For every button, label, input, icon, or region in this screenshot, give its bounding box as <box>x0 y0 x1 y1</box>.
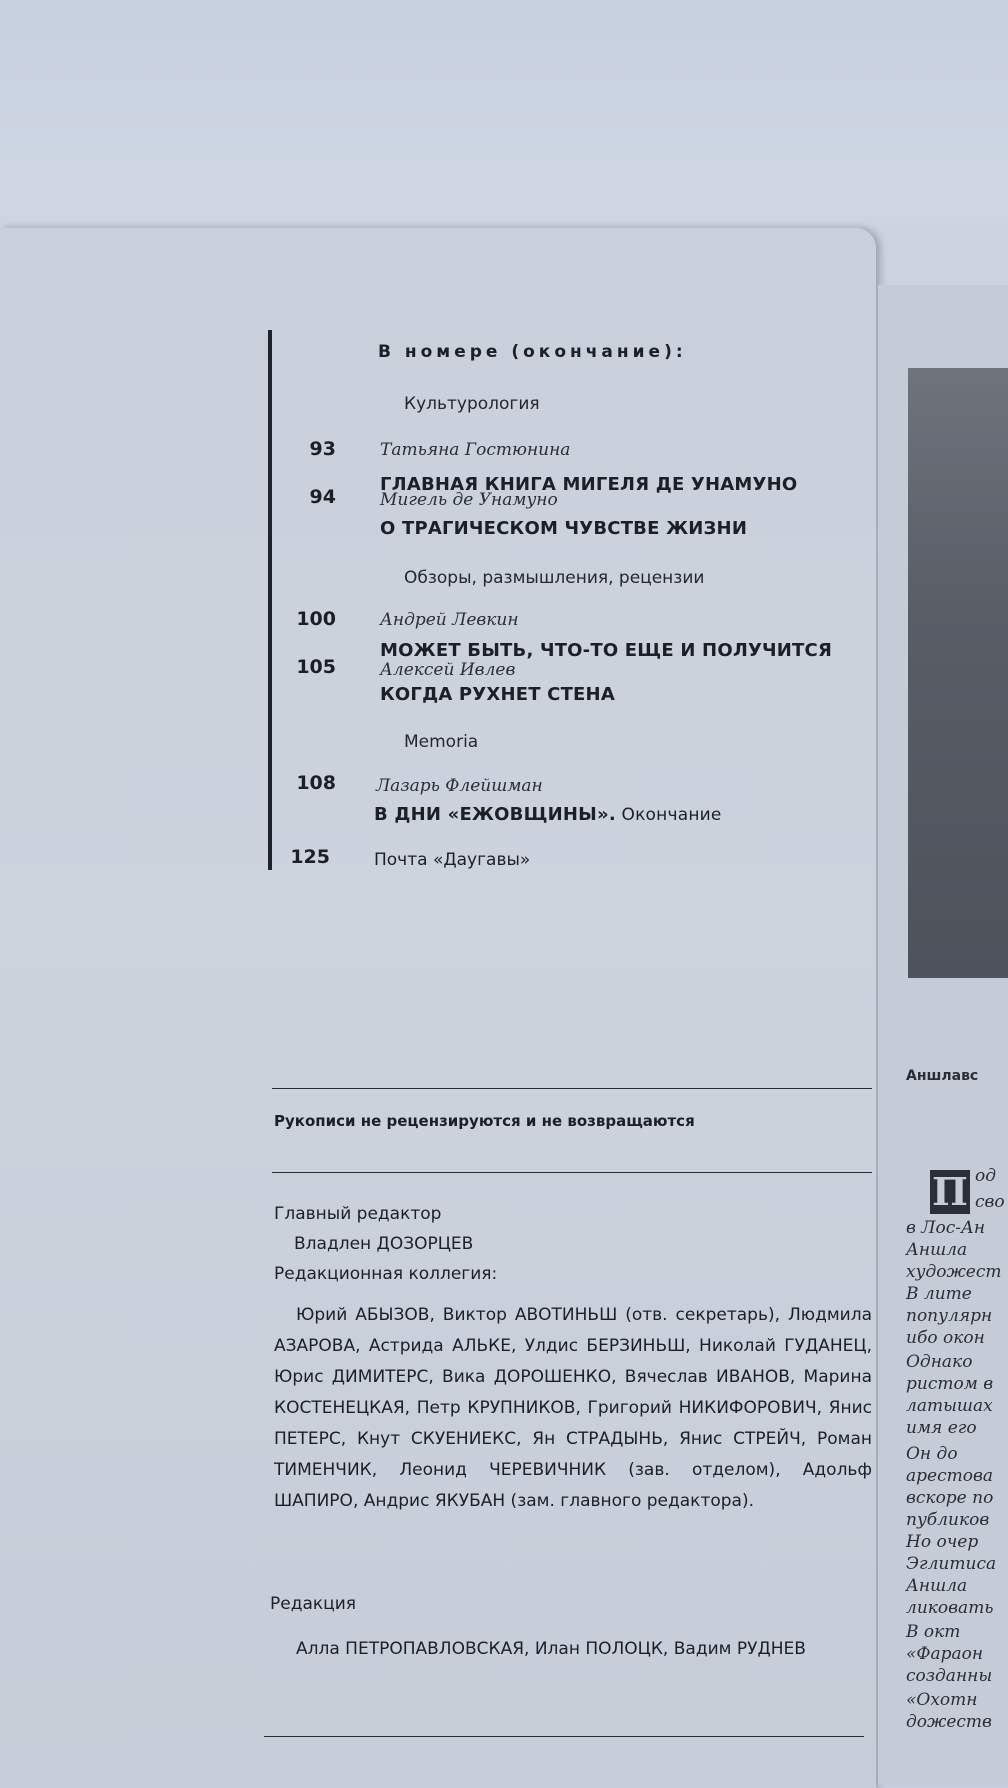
next-page-fragment: имя его <box>906 1418 977 1438</box>
next-page-fragment: В окт <box>906 1622 961 1642</box>
toc-author: Лазарь Флейшман <box>376 776 543 796</box>
toc-page-number: 108 <box>296 772 336 794</box>
toc-article-title: ГЛАВНАЯ КНИГА МИГЕЛЯ ДЕ УНАМУНО <box>380 474 798 495</box>
next-page-fragment: арестова <box>906 1466 993 1486</box>
next-page-fragment: ристом в <box>906 1374 994 1394</box>
manuscripts-notice: Рукописи не рецензируются и не возвращаются <box>274 1112 695 1130</box>
toc-page-number: 100 <box>296 608 336 630</box>
next-page-fragment: в Лос-Ан <box>906 1218 986 1238</box>
divider <box>272 1172 872 1173</box>
editorial-board-list: Юрий АБЫЗОВ, Виктор АВОТИНЬШ (отв. секретарь), Людмила АЗАРОВА, Астрида АЛЬКЕ, Улдис БЕРЗИНЬШ, Николай ГУДАНЕЦ, Юрис ДИМИТЕРС, Вика ДОРОШЕНКО, Вячеслав ИВАНОВ, Марина КОСТЕНЕЦКАЯ, Петр КРУПНИКОВ, Григорий НИКИФОРОВИЧ, Янис ПЕТЕРС, Кнут СКУЕНИЕКС, Ян СТРАДЫНЬ, Янис СТРЕЙЧ, Роман ТИМЕНЧИК, Леонид ЧЕРЕВИЧНИК (зав. отделом), Адольф ШАПИРО, Андрис ЯКУБАН (зам. главного редактора). <box>274 1305 872 1511</box>
chief-editor-label: Главный редактор <box>274 1204 442 1224</box>
toc-author: Андрей Левкин <box>380 610 519 630</box>
toc-section-title: Культурология <box>404 394 540 414</box>
toc-article-title: О ТРАГИЧЕСКОМ ЧУВСТВЕ ЖИЗНИ <box>380 518 748 539</box>
toc-author: Алексей Ивлев <box>380 660 516 680</box>
next-page-photo <box>908 368 1008 978</box>
next-page-fragment: популярн <box>906 1306 993 1326</box>
magazine-page <box>0 228 876 1788</box>
next-page-fragment: Эглитиса <box>906 1554 997 1574</box>
next-page-fragment: ликовать <box>906 1598 994 1618</box>
next-page-fragment: художест <box>906 1262 1002 1282</box>
toc-article-title: МОЖЕТ БЫТЬ, ЧТО-ТО ЕЩЕ И ПОЛУЧИТСЯ <box>380 640 833 661</box>
next-page-fragment: латышах <box>906 1396 993 1416</box>
toc-page-number: 93 <box>309 438 336 460</box>
toc-page-number: 94 <box>309 486 336 508</box>
toc-article-title: КОГДА РУХНЕТ СТЕНА <box>380 684 615 705</box>
next-page-fragment: созданны <box>906 1666 993 1686</box>
editorial-staff-list: Алла ПЕТРОПАВЛОВСКАЯ, Илан ПОЛОЦК, Вадим РУДНЕВ <box>296 1639 806 1659</box>
editorial-staff-label: Редакция <box>270 1594 356 1614</box>
next-page-fragment: «Фараон <box>906 1644 984 1664</box>
next-page-fragment: Аншла <box>906 1576 968 1596</box>
next-page-fragment: од <box>975 1166 997 1186</box>
next-page-fragment: «Охотн <box>906 1690 978 1710</box>
toc-heading: В номере (окончание): <box>378 342 687 362</box>
next-page-fragment: дожеств <box>906 1712 992 1732</box>
next-page-fragment: вскоре по <box>906 1488 994 1508</box>
editorial-board-label: Редакционная коллегия: <box>274 1264 498 1284</box>
next-page-fragment: Но очер <box>906 1532 979 1552</box>
next-page-fragment: В лите <box>906 1284 972 1304</box>
next-page-caption: Аншлавс <box>906 1068 979 1084</box>
toc-author: Татьяна Гостюнина <box>380 440 571 460</box>
toc-article-suffix: Окончание <box>615 805 722 825</box>
divider <box>264 1736 864 1737</box>
toc-section-title: Обзоры, размышления, рецензии <box>404 568 705 588</box>
toc-page-number: 125 <box>290 846 330 868</box>
next-page-drop-cap: П <box>930 1170 970 1214</box>
toc-article-title: В ДНИ «ЕЖОВЩИНЫ». Окончание <box>374 804 722 825</box>
toc-mail-label: Почта «Даугавы» <box>374 850 531 870</box>
toc-section-title: Memoria <box>404 732 479 752</box>
next-page-fragment: Однако <box>906 1352 973 1372</box>
chief-editor-name: Владлен ДОЗОРЦЕВ <box>294 1234 474 1254</box>
next-page-fragment: сво <box>975 1192 1005 1212</box>
toc-vertical-rule <box>268 330 272 870</box>
next-page-fragment: Он до <box>906 1444 958 1464</box>
next-page-fragment: Аншла <box>906 1240 968 1260</box>
divider <box>272 1088 872 1089</box>
toc-page-number: 105 <box>296 656 336 678</box>
toc-author: Мигель де Унамуно <box>380 490 558 510</box>
next-page-fragment: публиков <box>906 1510 990 1530</box>
next-page-fragment: ибо окон <box>906 1328 985 1348</box>
